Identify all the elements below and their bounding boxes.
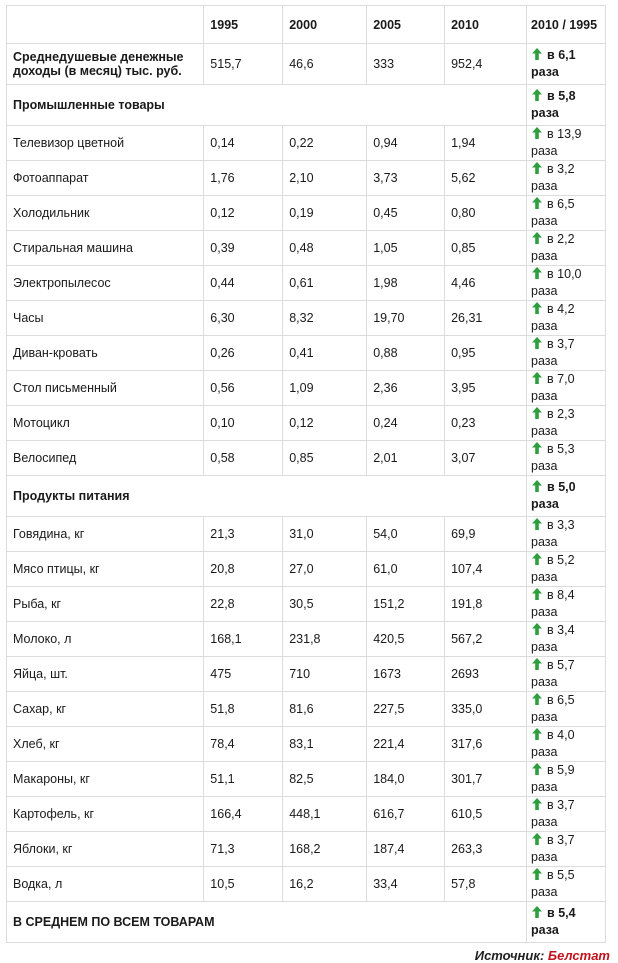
income-2000: 46,6 — [283, 44, 367, 85]
up-arrow-icon — [531, 406, 543, 423]
industrial-section-label: Промышленные товары — [7, 85, 527, 126]
food-section-row — [7, 476, 606, 517]
value-2010: 3,07 — [445, 441, 527, 476]
table-row — [7, 231, 606, 266]
value-2000: 82,5 — [283, 762, 367, 797]
value-2010: 2693 — [445, 657, 527, 692]
industrial-section-row — [7, 85, 606, 126]
income-ratio — [527, 44, 606, 85]
value-2005: 420,5 — [367, 622, 445, 657]
ratio-text: в 2,2 раза — [531, 232, 575, 263]
income-label: Среднедушевые денежные доходы (в месяц) тыс. руб. — [7, 44, 204, 85]
header-1995: 1995 — [204, 6, 283, 44]
up-arrow-icon — [531, 479, 543, 496]
table-row — [7, 336, 606, 371]
value-2010: 317,6 — [445, 727, 527, 762]
item-name: Сахар, кг — [7, 692, 204, 727]
ratio-cell — [527, 832, 606, 867]
value-2000: 83,1 — [283, 727, 367, 762]
value-2010: 0,80 — [445, 196, 527, 231]
up-arrow-icon — [531, 161, 543, 178]
value-2005: 1,98 — [367, 266, 445, 301]
total-row — [7, 902, 606, 943]
value-2005: 54,0 — [367, 517, 445, 552]
item-name: Яйца, шт. — [7, 657, 204, 692]
value-2010: 57,8 — [445, 867, 527, 902]
ratio-text: в 3,7 раза — [531, 798, 575, 829]
ratio-cell — [527, 587, 606, 622]
value-2005: 61,0 — [367, 552, 445, 587]
ratio-text: в 4,0 раза — [531, 728, 575, 759]
value-2000: 8,32 — [283, 301, 367, 336]
value-1995: 51,8 — [204, 692, 283, 727]
value-1995: 168,1 — [204, 622, 283, 657]
table-row — [7, 266, 606, 301]
up-arrow-icon — [531, 196, 543, 213]
item-name: Макароны, кг — [7, 762, 204, 797]
value-2000: 0,22 — [283, 126, 367, 161]
table-row — [7, 196, 606, 231]
value-2000: 16,2 — [283, 867, 367, 902]
value-1995: 475 — [204, 657, 283, 692]
value-1995: 0,44 — [204, 266, 283, 301]
ratio-cell — [527, 657, 606, 692]
table-body — [7, 44, 606, 943]
value-2010: 0,85 — [445, 231, 527, 266]
table-row — [7, 657, 606, 692]
value-1995: 0,12 — [204, 196, 283, 231]
up-arrow-icon — [531, 552, 543, 569]
ratio-text: в 10,0 раза — [531, 267, 582, 298]
ratio-cell — [527, 692, 606, 727]
value-2000: 30,5 — [283, 587, 367, 622]
ratio-cell — [527, 727, 606, 762]
value-1995: 1,76 — [204, 161, 283, 196]
ratio-text: в 13,9 раза — [531, 127, 582, 158]
table-row — [7, 587, 606, 622]
value-2005: 0,24 — [367, 406, 445, 441]
value-2005: 2,01 — [367, 441, 445, 476]
item-name: Мясо птицы, кг — [7, 552, 204, 587]
value-2005: 3,73 — [367, 161, 445, 196]
up-arrow-icon — [531, 266, 543, 283]
ratio-text: в 2,3 раза — [531, 407, 575, 438]
value-2010: 301,7 — [445, 762, 527, 797]
table-row — [7, 797, 606, 832]
price-table-container — [6, 5, 612, 963]
up-arrow-icon — [531, 727, 543, 744]
value-1995: 78,4 — [204, 727, 283, 762]
table-row — [7, 762, 606, 797]
up-arrow-icon — [531, 301, 543, 318]
ratio-text: в 5,3 раза — [531, 442, 575, 473]
value-2010: 3,95 — [445, 371, 527, 406]
item-name: Стол письменный — [7, 371, 204, 406]
table-row — [7, 622, 606, 657]
value-2005: 227,5 — [367, 692, 445, 727]
ratio-cell — [527, 552, 606, 587]
ratio-text: в 6,5 раза — [531, 693, 575, 724]
ratio-cell — [527, 231, 606, 266]
value-1995: 0,39 — [204, 231, 283, 266]
value-2005: 0,88 — [367, 336, 445, 371]
value-1995: 22,8 — [204, 587, 283, 622]
up-arrow-icon — [531, 657, 543, 674]
table-row — [7, 161, 606, 196]
up-arrow-icon — [531, 905, 543, 922]
value-1995: 71,3 — [204, 832, 283, 867]
table-row — [7, 126, 606, 161]
value-2000: 0,61 — [283, 266, 367, 301]
table-row — [7, 517, 606, 552]
value-2000: 81,6 — [283, 692, 367, 727]
value-2010: 69,9 — [445, 517, 527, 552]
food-section-label: Продукты питания — [7, 476, 527, 517]
purchasing-power-table — [6, 5, 606, 943]
value-1995: 0,56 — [204, 371, 283, 406]
table-row — [7, 832, 606, 867]
up-arrow-icon — [531, 441, 543, 458]
value-2005: 1673 — [367, 657, 445, 692]
value-1995: 21,3 — [204, 517, 283, 552]
ratio-cell — [527, 161, 606, 196]
table-row — [7, 371, 606, 406]
value-2000: 448,1 — [283, 797, 367, 832]
item-name: Стиральная машина — [7, 231, 204, 266]
item-name: Картофель, кг — [7, 797, 204, 832]
value-2000: 0,41 — [283, 336, 367, 371]
table-row — [7, 301, 606, 336]
value-2005: 19,70 — [367, 301, 445, 336]
value-2010: 567,2 — [445, 622, 527, 657]
ratio-text: в 5,2 раза — [531, 553, 575, 584]
item-name: Рыба, кг — [7, 587, 204, 622]
header-ratio: 2010 / 1995 — [527, 6, 606, 44]
table-row — [7, 692, 606, 727]
industrial-section-ratio — [527, 85, 606, 126]
ratio-text: в 5,9 раза — [531, 763, 575, 794]
value-2010: 4,46 — [445, 266, 527, 301]
value-1995: 166,4 — [204, 797, 283, 832]
value-2005: 1,05 — [367, 231, 445, 266]
value-2000: 27,0 — [283, 552, 367, 587]
ratio-text: в 3,7 раза — [531, 337, 575, 368]
header-2005: 2005 — [367, 6, 445, 44]
item-name: Электропылесос — [7, 266, 204, 301]
ratio-cell — [527, 622, 606, 657]
ratio-cell — [527, 336, 606, 371]
up-arrow-icon — [531, 126, 543, 143]
value-2010: 1,94 — [445, 126, 527, 161]
value-2010: 335,0 — [445, 692, 527, 727]
item-name: Мотоцикл — [7, 406, 204, 441]
source-line — [6, 943, 612, 963]
value-1995: 6,30 — [204, 301, 283, 336]
up-arrow-icon — [531, 47, 543, 64]
ratio-text: в 5,5 раза — [531, 868, 575, 899]
ratio-cell — [527, 126, 606, 161]
value-2000: 1,09 — [283, 371, 367, 406]
table-header-row — [7, 6, 606, 44]
table-row — [7, 552, 606, 587]
value-2010: 0,23 — [445, 406, 527, 441]
up-arrow-icon — [531, 587, 543, 604]
value-2010: 263,3 — [445, 832, 527, 867]
ratio-text: в 4,2 раза — [531, 302, 575, 333]
value-2005: 0,45 — [367, 196, 445, 231]
income-2010: 952,4 — [445, 44, 527, 85]
ratio-text: в 7,0 раза — [531, 372, 575, 403]
table-row — [7, 867, 606, 902]
value-2005: 187,4 — [367, 832, 445, 867]
item-name: Телевизор цветной — [7, 126, 204, 161]
up-arrow-icon — [531, 797, 543, 814]
item-name: Водка, л — [7, 867, 204, 902]
item-name: Молоко, л — [7, 622, 204, 657]
value-1995: 10,5 — [204, 867, 283, 902]
income-1995: 515,7 — [204, 44, 283, 85]
up-arrow-icon — [531, 88, 543, 105]
value-2000: 0,85 — [283, 441, 367, 476]
value-2000: 2,10 — [283, 161, 367, 196]
value-1995: 0,26 — [204, 336, 283, 371]
industrial-section-ratio-text: в 5,8 раза — [531, 89, 576, 120]
value-2010: 107,4 — [445, 552, 527, 587]
value-2010: 610,5 — [445, 797, 527, 832]
value-2005: 0,94 — [367, 126, 445, 161]
income-row — [7, 44, 606, 85]
table-row — [7, 441, 606, 476]
income-2005: 333 — [367, 44, 445, 85]
value-2010: 26,31 — [445, 301, 527, 336]
value-2000: 231,8 — [283, 622, 367, 657]
food-section-ratio-text: в 5,0 раза — [531, 480, 576, 511]
ratio-cell — [527, 797, 606, 832]
ratio-text: в 3,4 раза — [531, 623, 575, 654]
item-name: Фотоаппарат — [7, 161, 204, 196]
ratio-cell — [527, 266, 606, 301]
item-name: Хлеб, кг — [7, 727, 204, 762]
value-1995: 0,14 — [204, 126, 283, 161]
header-2010: 2010 — [445, 6, 527, 44]
ratio-text: в 3,2 раза — [531, 162, 575, 193]
value-2000: 710 — [283, 657, 367, 692]
value-2005: 184,0 — [367, 762, 445, 797]
ratio-cell — [527, 762, 606, 797]
food-section-ratio — [527, 476, 606, 517]
up-arrow-icon — [531, 622, 543, 639]
up-arrow-icon — [531, 762, 543, 779]
header-name — [7, 6, 204, 44]
ratio-cell — [527, 301, 606, 336]
total-label: В СРЕДНЕМ ПО ВСЕМ ТОВАРАМ — [7, 902, 527, 943]
ratio-cell — [527, 517, 606, 552]
ratio-text: в 8,4 раза — [531, 588, 575, 619]
value-2010: 0,95 — [445, 336, 527, 371]
item-name: Велосипед — [7, 441, 204, 476]
up-arrow-icon — [531, 867, 543, 884]
source-prefix: Источник: — [474, 948, 545, 963]
value-2005: 151,2 — [367, 587, 445, 622]
value-2005: 33,4 — [367, 867, 445, 902]
ratio-text: в 3,7 раза — [531, 833, 575, 864]
ratio-text: в 5,7 раза — [531, 658, 575, 689]
up-arrow-icon — [531, 517, 543, 534]
source-link[interactable]: Белстат — [547, 948, 610, 963]
value-2010: 5,62 — [445, 161, 527, 196]
table-row — [7, 406, 606, 441]
item-name: Диван-кровать — [7, 336, 204, 371]
up-arrow-icon — [531, 692, 543, 709]
item-name: Говядина, кг — [7, 517, 204, 552]
ratio-cell — [527, 867, 606, 902]
up-arrow-icon — [531, 336, 543, 353]
ratio-cell — [527, 371, 606, 406]
item-name: Часы — [7, 301, 204, 336]
up-arrow-icon — [531, 371, 543, 388]
value-2000: 31,0 — [283, 517, 367, 552]
value-1995: 0,58 — [204, 441, 283, 476]
ratio-cell — [527, 406, 606, 441]
up-arrow-icon — [531, 832, 543, 849]
ratio-text: в 6,5 раза — [531, 197, 575, 228]
value-2010: 191,8 — [445, 587, 527, 622]
value-2000: 0,12 — [283, 406, 367, 441]
income-ratio-text: в 6,1 раза — [531, 48, 576, 79]
value-2000: 168,2 — [283, 832, 367, 867]
up-arrow-icon — [531, 231, 543, 248]
value-2000: 0,19 — [283, 196, 367, 231]
ratio-cell — [527, 441, 606, 476]
item-name: Яблоки, кг — [7, 832, 204, 867]
ratio-cell — [527, 196, 606, 231]
value-2005: 2,36 — [367, 371, 445, 406]
total-ratio — [527, 902, 606, 943]
ratio-text: в 3,3 раза — [531, 518, 575, 549]
value-1995: 51,1 — [204, 762, 283, 797]
total-ratio-text: в 5,4 раза — [531, 906, 576, 937]
table-row — [7, 727, 606, 762]
value-2005: 616,7 — [367, 797, 445, 832]
header-2000: 2000 — [283, 6, 367, 44]
value-2005: 221,4 — [367, 727, 445, 762]
value-1995: 20,8 — [204, 552, 283, 587]
item-name: Холодильник — [7, 196, 204, 231]
value-2000: 0,48 — [283, 231, 367, 266]
value-1995: 0,10 — [204, 406, 283, 441]
